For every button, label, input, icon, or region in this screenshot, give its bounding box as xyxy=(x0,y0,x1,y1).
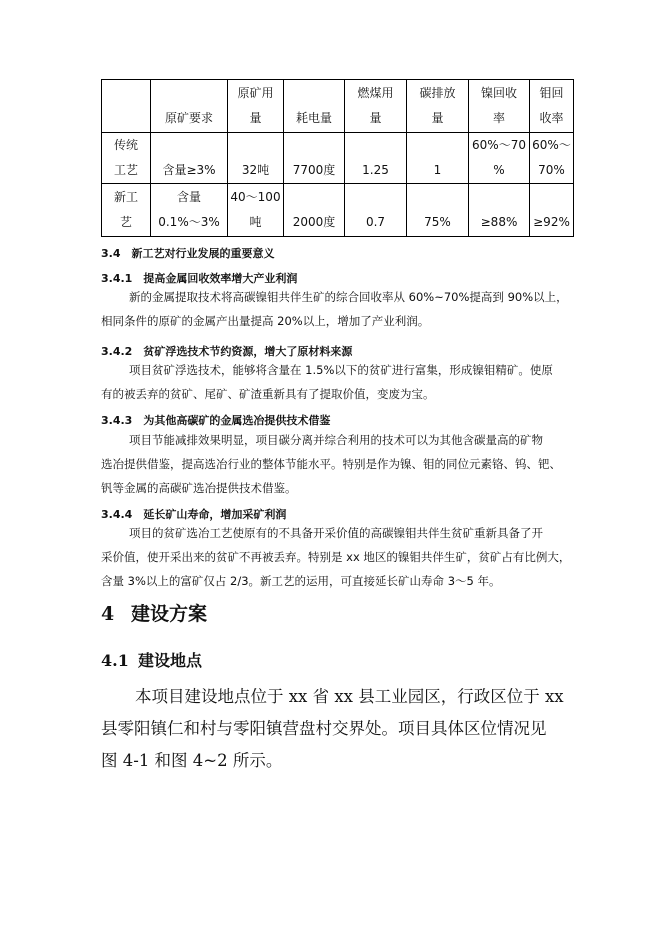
table-header-cell: 耗电量 xyxy=(284,80,345,133)
table-header-cell xyxy=(102,80,151,133)
section-3-4-4-body xyxy=(101,521,570,593)
chapter-title: 建设方案 xyxy=(131,603,208,625)
header-part: 量 xyxy=(431,111,444,125)
table-cell xyxy=(530,133,574,184)
table-header-cell xyxy=(469,80,530,133)
table-cell xyxy=(102,184,151,237)
table-header-cell xyxy=(407,80,469,133)
header-part: 收率 xyxy=(539,111,564,125)
paragraph-line: 含量 3%以上的富矿仅占 2/3。新工艺的运用，可直接延长矿山寿命 3～5 年。 xyxy=(101,574,501,588)
table-cell: 32吨 xyxy=(228,133,284,184)
section-3-4-2-title: 3.4.2 贫矿浮选技术节约资源，增大了原材料来源 xyxy=(101,345,353,358)
paragraph-line: 有的被丢弃的贫矿、尾矿、矿渣重新具有了提取价值，变废为宝。 xyxy=(101,387,435,401)
section-3-4-1-body xyxy=(101,285,568,333)
table-row-new-process xyxy=(102,184,574,237)
cell-part: 60%～70 xyxy=(472,138,526,152)
process-comparison-table xyxy=(101,79,574,237)
header-part: 原矿用 xyxy=(237,86,274,100)
cell-part: 工艺 xyxy=(113,163,138,177)
table-cell: ≥92% xyxy=(530,184,574,237)
cell-part: 70% xyxy=(538,163,565,177)
section-4-1-body xyxy=(101,681,564,777)
table-cell: 1 xyxy=(407,133,469,184)
cell-part: 传统 xyxy=(113,138,138,152)
section-number: 4.1 xyxy=(101,651,129,670)
paragraph-line: 钒等金属的高碳矿选冶提供技术借鉴。 xyxy=(101,481,297,495)
cell-part: 60%～ xyxy=(532,138,571,152)
section-3-4-3-title: 3.4.3 为其他高碳矿的金属选冶提供技术借鉴 xyxy=(101,414,331,427)
table-header-cell xyxy=(530,80,574,133)
table-cell: 2000度 xyxy=(284,184,345,237)
paragraph-line: 县零阳镇仁和村与零阳镇营盘村交界处。项目具体区位情况见 xyxy=(101,719,547,738)
header-part: 量 xyxy=(249,111,262,125)
paragraph-line: 项目的贫矿选冶工艺使原有的不具备开采价值的高碳镍钼共伴生贫矿重新具备了开 xyxy=(129,526,543,540)
cell-part: 含量 xyxy=(176,190,201,204)
table-cell xyxy=(102,133,151,184)
paragraph-line: 相同条件的原矿的金属产出量提高 20%以上，增加了产业利润。 xyxy=(101,314,430,328)
paragraph-line: 本项目建设地点位于 xx 省 xx 县工业园区，行政区位于 xx xyxy=(135,687,564,706)
cell-part: % xyxy=(493,163,505,177)
header-part: 碳排放 xyxy=(419,86,456,100)
table-cell: 含量≥3% xyxy=(151,133,228,184)
table-header-row xyxy=(102,80,574,133)
table-cell: 0.7 xyxy=(345,184,407,237)
section-3-4-title: 3.4 新工艺对行业发展的重要意义 xyxy=(101,247,275,260)
table-cell: 75% xyxy=(407,184,469,237)
paragraph-line: 选冶提供借鉴，提高选冶行业的整体节能水平。特别是作为镍、钼的同位元素铬、钨、钯、 xyxy=(101,457,561,471)
cell-part: 艺 xyxy=(119,215,132,229)
table-cell xyxy=(228,184,284,237)
section-3-4-1-title: 3.4.1 提高金属回收效率增大产业利润 xyxy=(101,272,298,285)
cell-part: 40～100 xyxy=(230,190,281,204)
cell-part: 吨 xyxy=(249,215,262,229)
table-cell: ≥88% xyxy=(469,184,530,237)
header-part: 率 xyxy=(492,111,505,125)
table-cell xyxy=(151,184,228,237)
cell-part: 新工 xyxy=(113,190,138,204)
table-cell xyxy=(469,133,530,184)
section-title: 建设地点 xyxy=(138,651,203,670)
paragraph-line: 项目贫矿浮选技术，能够将含量在 1.5%以下的贫矿进行富集，形成镍钼精矿。使原 xyxy=(129,363,553,377)
section-3-4-2-body xyxy=(101,358,553,406)
header-part: 钼回 xyxy=(539,86,564,100)
header-part: 燃煤用 xyxy=(357,86,394,100)
table-header-cell xyxy=(345,80,407,133)
paragraph-line: 采价值，使开采出来的贫矿不再被丢弃。特别是 xx 地区的镍钼共伴生矿，贫矿占有比例大， xyxy=(101,550,571,564)
paragraph-line: 新的金属提取技术将高碳镍钼共伴生矿的综合回收率从 60%~70%提高到 90%以上， xyxy=(129,290,568,304)
section-3-4-4-title: 3.4.4 延长矿山寿命，增加采矿利润 xyxy=(101,508,287,521)
table-header-cell xyxy=(228,80,284,133)
table-cell: 7700度 xyxy=(284,133,345,184)
chapter-number: 4 xyxy=(101,603,115,625)
section-4-1-heading xyxy=(101,648,202,671)
table-cell: 1.25 xyxy=(345,133,407,184)
paragraph-line: 项目节能减排效果明显，项目碳分离并综合利用的技术可以为其他含碳量高的矿物 xyxy=(129,433,543,447)
cell-part: 0.1%～3% xyxy=(158,215,220,229)
table-row-traditional xyxy=(102,133,574,184)
header-part: 镍回收 xyxy=(480,86,517,100)
paragraph-line: 图 4-1 和图 4~2 所示。 xyxy=(101,751,283,770)
chapter-4-heading xyxy=(101,599,207,626)
header-part: 量 xyxy=(369,111,382,125)
table-header-cell: 原矿要求 xyxy=(151,80,228,133)
section-3-4-3-body xyxy=(101,428,561,500)
